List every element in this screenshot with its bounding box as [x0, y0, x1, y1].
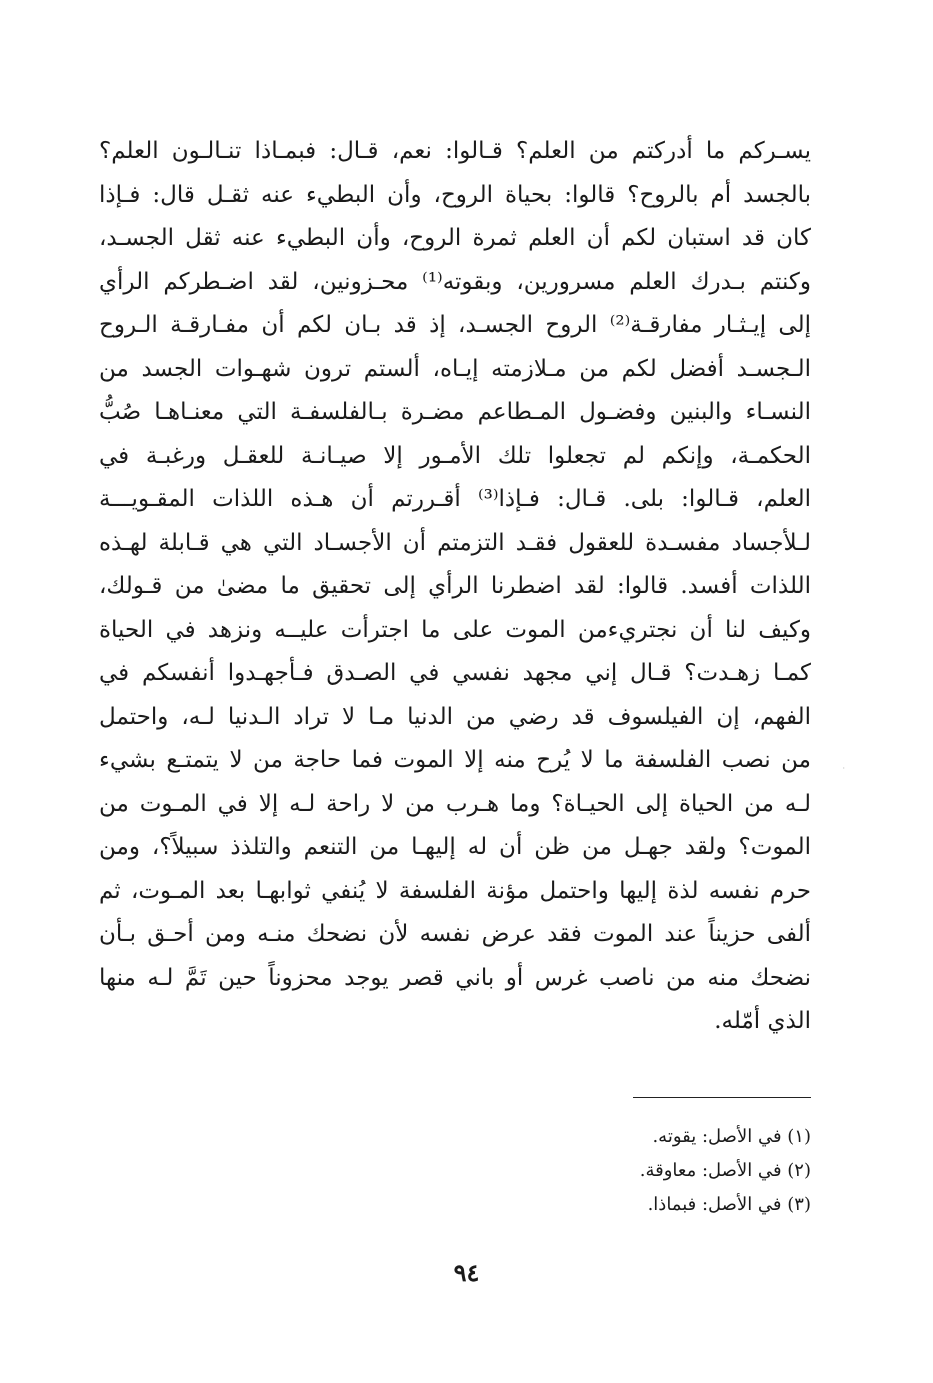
- text-line: بالجسد أم بالروح؟ قالوا: بحياة الروح، وأن البطيء عنه ثقـل قال: فـإذا: [99, 181, 811, 208]
- text-line: كمـا زهـدت؟ قـال إني مجهد نفسي في الصـدق فـأجهـدوا أنفسكم في: [99, 660, 811, 686]
- text-line: إلى إيـثـار مفارقـة⁽²⁾ الروح الجسـد، إذ قد بـان لكم أن مفـارقـة الـروح: [99, 312, 811, 338]
- text-line: ألفى حزيناً عند الموت فقد عرض نفسه لأن نضحك منـه ومن أحـق بـأن: [99, 921, 811, 947]
- text-line: نضحك منه من ناصب غرس أو باني قصر يوجد محزوناً حين تَمَّ لـه منها: [99, 964, 811, 991]
- page-number: ٩٤: [453, 1258, 480, 1287]
- text-line: النسـاء والبنين وفضـول المـطاعم مضـرة بـالفلسفـة التي معنـاهـا صُبُّ: [99, 399, 811, 425]
- scan-speck-icon: ·: [842, 764, 845, 773]
- text-line: لـه من الحياة إلى الحيـاة؟ وما هـرب من لا راحة لـه إلا في المـوت من: [99, 790, 811, 817]
- text-line: كان قد استبان لكم أن العلم ثمرة الروح، وأن البطيء عنه ثقل الجسـد،: [99, 225, 811, 251]
- text-line: اللذات أفسد. قالوا: لقد اضطرنا الرأي إلى تحقيق ما مضىٰ من قـولك،: [99, 573, 811, 599]
- text-line: وكنتم بـدرك العلم مسرورين، وبقوته⁽¹⁾ محـزونين، لقد اضـطركم الرأي: [99, 268, 811, 295]
- text-line: الفهم، إن الفيلسوف قد رضي من الدنيا مـا لا تراد الـدنيا لـه، واحتمل: [99, 703, 811, 730]
- text-line-last: الذي أمّله.: [714, 1008, 811, 1034]
- text-line: حرم نفسه لذة إليها واحتمل مؤنة الفلسفة لا يُنفي ثوابهـا بعد المـوت، ثم: [99, 877, 811, 904]
- main-text-block: [99, 130, 811, 1044]
- footnote-1: (١) في الأصل: يقوته.: [652, 1126, 811, 1147]
- text-line: الـجسـد أفضل لكم من مـلازمته إيـاه، ألستم ترون شهـوات الجسد من: [99, 355, 811, 382]
- text-line: العلم، قـالوا: بلى. قـال: فـإذا⁽³⁾ أقـررتم أن هـذه اللذات المقـويـــة: [99, 486, 811, 512]
- footnote-separator: [633, 1097, 811, 1098]
- footnote-3: (٣) في الأصل: فبماذا.: [647, 1194, 811, 1215]
- text-line: يسـركم ما أدركتم من العلم؟ قـالوا: نعم، قـال: فبمـاذا تنـالـون العلم؟: [99, 138, 811, 164]
- text-line: الحكمـة، وإنكم لم تجعلوا تلك الأمـور إلا صيـانـة للعقـل ورغبـة في: [99, 442, 811, 469]
- footnotes: [391, 1120, 811, 1222]
- text-line: وكيف لنا أن نجتريءمن الموت على ما اجترأت عليــه ونزهد في الحياة: [99, 616, 811, 643]
- footnote-2: (٢) في الأصل: معاوقة.: [639, 1160, 811, 1181]
- text-line: الموت؟ ولقد جهـل من ظن أن له إليهـا من التنعم والتلذذ سبيلاً؟، ومن: [99, 834, 811, 860]
- text-line: لـلأجساد مفسـدة للعقول فقـد التزمتم أن الأجسـاد التي هي قـابلة لهـذه: [99, 529, 811, 556]
- text-line: من نصب الفلسفة ما لا يُرح منه إلا الموت فما حاجة من لا يتمتـع بشيء: [99, 747, 811, 773]
